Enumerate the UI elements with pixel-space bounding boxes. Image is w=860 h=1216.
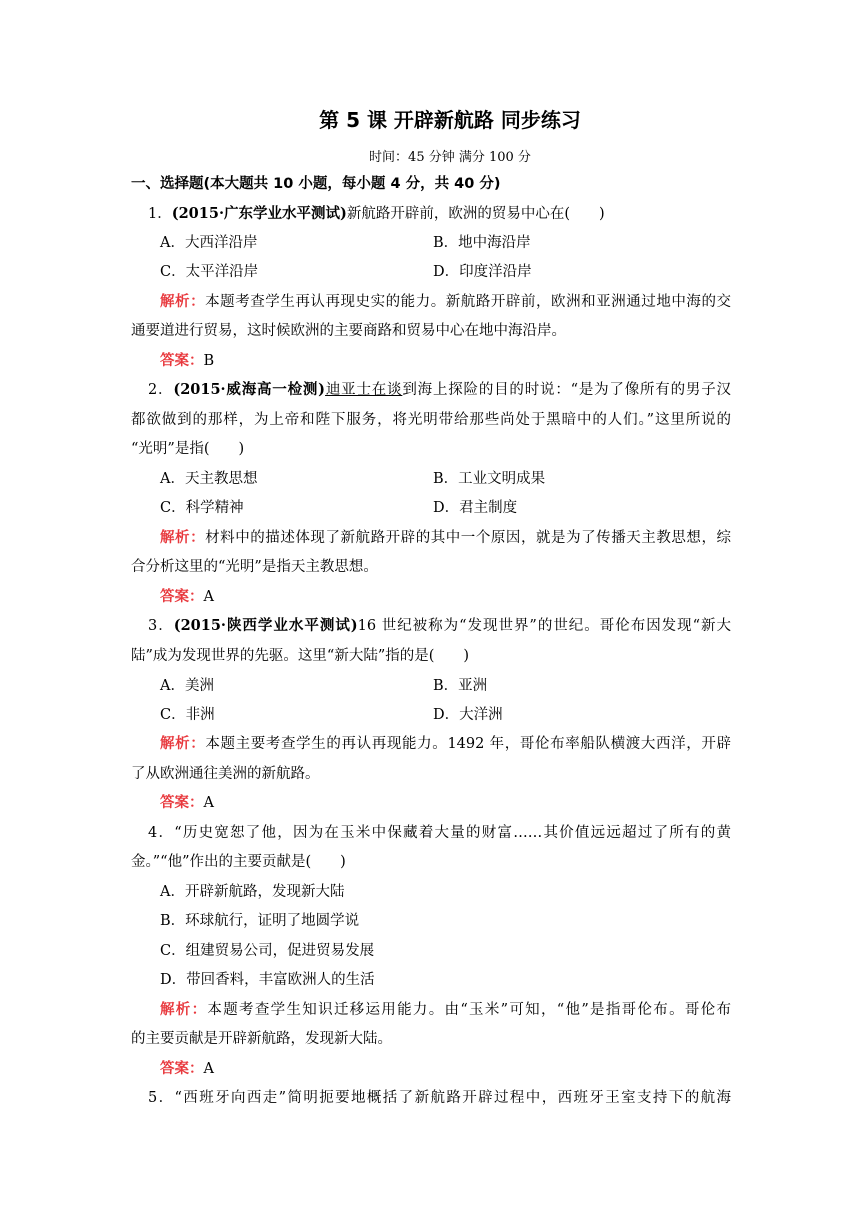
answer-line (160, 793, 214, 813)
option-c: C．科学精神 (160, 500, 244, 516)
option-c: C．太平洋沿岸 (160, 264, 259, 280)
answer-label: 答案： (160, 1060, 204, 1077)
analysis-line: 通要道进行贸易，这时候欧洲的主要商路和贸易中心在地中海沿岸。 (131, 323, 566, 339)
exam-info: 时间：45 分钟 满分 100 分 (369, 150, 531, 165)
option-d: D．大洋洲 (433, 707, 503, 723)
answer-label: 答案： (160, 794, 204, 811)
option-b: B．亚洲 (433, 678, 488, 694)
analysis-line: 解析：本题考查学生再认再现史实的能力。新航路开辟前，欧洲和亚洲通过地中海的交 (160, 293, 732, 310)
answer-value: A (203, 795, 214, 811)
analysis-label: 解析： (160, 293, 206, 310)
analysis-line: 了从欧洲通往美洲的新航路。 (131, 766, 320, 782)
answer-line (160, 587, 214, 607)
answer-value: B (203, 353, 215, 369)
answer-value: A (203, 589, 214, 605)
question-number: 1． (148, 206, 172, 222)
question-source: (2015·陕西学业水平测试) (173, 617, 358, 634)
question-number: 3． (148, 618, 174, 634)
analysis-line: 解析：本题主要考查学生的再认再现能力。1492 年，哥伦布率船队横渡大西洋，开辟 (160, 735, 731, 752)
option-b: B．工业文明成果 (433, 471, 546, 487)
option-d: D．带回香料，丰富欧洲人的生活 (160, 972, 375, 988)
section-heading: 一、选择题(本大题共 10 小题，每小题 4 分，共 40 分) (131, 176, 501, 192)
option-b: B．环球航行，证明了地圆学说 (160, 913, 360, 929)
answer-label: 答案： (160, 588, 204, 605)
question-5-stem: 5．“西班牙向西走”简明扼要地概括了新航路开辟过程中，西班牙王室支持下的航海 (148, 1090, 731, 1106)
question-text: 陆”成为发现世界的先驱。这里“新大陆”指的是( ) (131, 648, 470, 664)
option-d: D．君主制度 (433, 500, 518, 516)
option-a: A．美洲 (160, 678, 214, 694)
question-1-stem (148, 204, 748, 224)
question-3-stem: 3．(2015·陕西学业水平测试)16 世纪被称为“发现世界”的世纪。哥伦布因发现“新大 (148, 617, 732, 634)
analysis-line: 的主要贡献是开辟新航路，发现新大陆。 (131, 1031, 392, 1047)
question-keyword: 迪亚士在谈 (325, 382, 403, 398)
question-4-stem: 4．“历史宽恕了他，因为在玉米中保藏着大量的财富……其价值远远超过了所有的黄 (148, 825, 731, 841)
option-c: C．非洲 (160, 707, 215, 723)
option-a: A．天主教思想 (160, 471, 258, 487)
analysis-label: 解析： (160, 1001, 208, 1018)
option-c: C．组建贸易公司，促进贸易发展 (160, 943, 375, 959)
page-title: 第 5 课 开辟新航路 同步练习 (319, 108, 581, 132)
analysis-line: 解析：材料中的描述体现了新航路开辟的其中一个原因，就是为了传播天主教思想，综 (160, 529, 732, 546)
question-source: (2015·威海高一检测) (173, 381, 326, 398)
question-text: 都欲做到的那样，为上帝和陛下服务，将光明带给那些尚处于黑暗中的人们。”这里所说的 (131, 412, 731, 428)
question-text: “光明”是指( ) (131, 441, 245, 457)
option-d: D．印度洋沿岸 (433, 264, 532, 280)
question-number: 2． (148, 382, 174, 398)
analysis-line: 合分析这里的“光明”是指天主教思想。 (131, 559, 378, 575)
question-2-stem: 2．(2015·威海高一检测)迪亚士在谈到海上探险的目的时说：“是为了像所有的男子汉 (148, 381, 731, 398)
analysis-line: 解析：本题考查学生知识迁移运用能力。由“玉米”可知，“他”是指哥伦布。哥伦布 (160, 1001, 731, 1018)
answer-value: A (203, 1061, 214, 1077)
option-a: A．开辟新航路，发现新大陆 (160, 884, 345, 900)
answer-line (160, 351, 214, 371)
question-text: 新航路开辟前，欧洲的贸易中心在( ) (346, 206, 605, 222)
analysis-label: 解析： (160, 735, 206, 752)
answer-label: 答案： (160, 352, 204, 369)
question-text: 金。”“他”作出的主要贡献是( ) (131, 854, 346, 870)
analysis-label: 解析： (160, 529, 206, 546)
option-a: A．大西洋沿岸 (160, 235, 258, 251)
option-b: B．地中海沿岸 (433, 235, 531, 251)
answer-line (160, 1059, 214, 1079)
question-source: (2015·广东学业水平测试) (171, 205, 347, 222)
